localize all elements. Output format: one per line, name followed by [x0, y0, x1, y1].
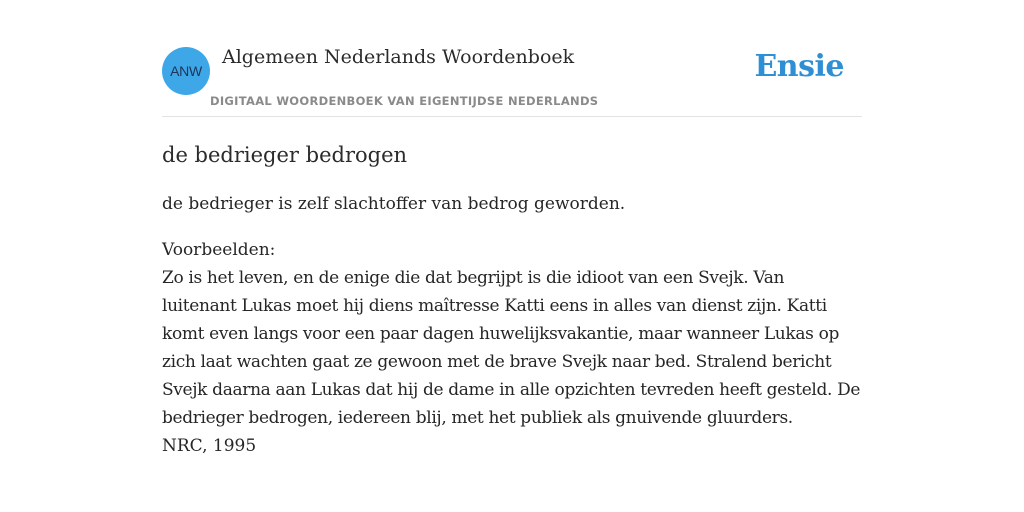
- examples-label: Voorbeelden:: [162, 240, 276, 260]
- entry-content: [162, 130, 862, 460]
- site-subtitle: DIGITAAL WOORDENBOEK VAN EIGENTIJDSE NEDERLANDS: [210, 94, 599, 108]
- site-title[interactable]: Algemeen Nederlands Woordenboek: [222, 46, 575, 68]
- ensie-brand-logo[interactable]: Ensie: [754, 49, 844, 84]
- entry-headword: de bedrieger bedrogen: [162, 143, 408, 167]
- logo-text: ANW: [170, 63, 202, 79]
- entry-definition: de bedrieger is zelf slachtoffer van bedrog geworden.: [162, 194, 626, 214]
- example-source: NRC, 1995: [162, 436, 257, 456]
- site-header: [162, 40, 862, 117]
- example-text: Zo is het leven, en de enige die dat begrijpt is die idioot van een Svejk. Van luitenant Lukas moet hij diens maîtresse Katti eens in alles van dienst zijn. Katti komt even langs voor een paar dagen huwelijksvakantie, maar wanneer Lukas op zich laat wachten gaat ze gewoon met de brave Svejk naar bed. Stralend bericht Svejk daarna aan Lukas dat hij de dame in alle opzichten tevreden heeft gesteld. De bedrieger bedrogen, iedereen blij, met het publiek als gnuivende gluurders.: [162, 268, 861, 428]
- anw-logo[interactable]: [162, 47, 210, 95]
